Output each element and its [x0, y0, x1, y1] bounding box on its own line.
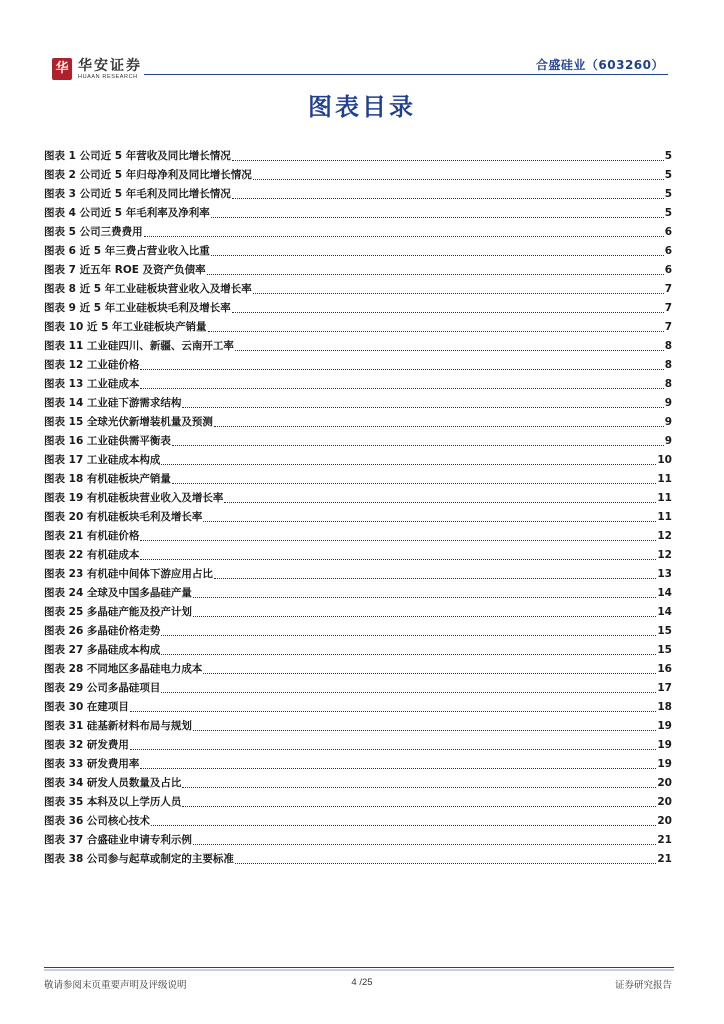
toc-entry-title[interactable]: 图表 16 工业硅供需平衡表 [44, 435, 171, 447]
toc-entry-title[interactable]: 图表 31 硅基新材料布局与规划 [44, 720, 192, 732]
toc-leader-dots [214, 578, 656, 579]
toc-entry[interactable] [44, 242, 672, 261]
toc-leader-dots [193, 844, 656, 845]
toc-leader-dots [182, 407, 663, 408]
toc-entry-page[interactable]: 19 [657, 720, 672, 732]
toc-entry[interactable] [44, 204, 672, 223]
toc-entry[interactable] [44, 603, 672, 622]
toc-entry-page[interactable]: 14 [657, 606, 672, 618]
toc-entry-title[interactable]: 图表 35 本科及以上学历人员 [44, 796, 182, 808]
toc-entry[interactable] [44, 394, 672, 413]
toc-leader-dots [130, 711, 656, 712]
toc-leader-dots [144, 236, 664, 237]
toc-entry-title[interactable]: 图表 17 工业硅成本构成 [44, 454, 161, 466]
toc-leader-dots [224, 502, 656, 503]
page-number: 4 /25 [351, 977, 373, 988]
toc-entry[interactable] [44, 584, 672, 603]
toc-entry-page[interactable]: 19 [657, 739, 672, 751]
toc-entry[interactable] [44, 261, 672, 280]
toc-entry-title[interactable]: 图表 22 有机硅成本 [44, 549, 140, 561]
toc-leader-dots [193, 597, 656, 598]
toc-entry[interactable] [44, 280, 672, 299]
page-title: 图表目录 [308, 93, 416, 121]
company-ticker: 合盛硅业（603260） [535, 58, 664, 72]
toc-entry-page[interactable]: 16 [657, 663, 672, 675]
toc-entry-page[interactable]: 5 [664, 207, 672, 219]
toc-entry-title[interactable]: 图表 1 公司近 5 年营收及同比增长情况 [44, 150, 231, 162]
toc-entry[interactable] [44, 755, 672, 774]
toc-leader-dots [232, 198, 664, 199]
toc-entry-title[interactable]: 图表 3 公司近 5 年毛利及同比增长情况 [44, 188, 231, 200]
toc-leader-dots [193, 616, 656, 617]
toc-entry-title[interactable]: 图表 20 有机硅板块毛利及增长率 [44, 511, 203, 523]
toc-entry-title[interactable]: 图表 5 公司三费费用 [44, 226, 143, 238]
toc-entry-page[interactable]: 10 [657, 454, 672, 466]
toc-entry[interactable] [44, 375, 672, 394]
toc-entry-page[interactable]: 15 [657, 625, 672, 637]
toc-entry-page[interactable]: 5 [664, 150, 672, 162]
toc-entry[interactable] [44, 622, 672, 641]
toc-entry-page[interactable]: 8 [664, 340, 672, 352]
toc-leader-dots [182, 787, 656, 788]
toc-leader-dots [235, 863, 656, 864]
toc-entry-title[interactable]: 图表 27 多晶硅成本构成 [44, 644, 161, 656]
toc-entry-title[interactable]: 图表 21 有机硅价格 [44, 530, 140, 542]
toc-entry-page[interactable]: 9 [664, 397, 672, 409]
toc-leader-dots [207, 274, 664, 275]
toc-entry-page[interactable]: 20 [657, 815, 672, 827]
toc-entry[interactable] [44, 432, 672, 451]
toc-leader-dots [172, 483, 656, 484]
toc-entry-page[interactable]: 5 [664, 188, 672, 200]
toc-entry-title[interactable]: 图表 12 工业硅价格 [44, 359, 140, 371]
toc-entry-page[interactable]: 9 [664, 416, 672, 428]
toc-entry[interactable] [44, 736, 672, 755]
toc-leader-dots [203, 521, 656, 522]
toc-leader-dots [208, 331, 664, 332]
toc-entry[interactable] [44, 546, 672, 565]
toc-leader-dots [140, 559, 656, 560]
brand-name-en: HUAAN RESEARCH [78, 74, 138, 80]
toc-entry-page[interactable]: 17 [657, 682, 672, 694]
toc-leader-dots [130, 749, 656, 750]
toc-entry[interactable] [44, 831, 672, 850]
toc-entry[interactable] [44, 318, 672, 337]
toc-entry[interactable] [44, 508, 672, 527]
toc-entry-title[interactable]: 图表 32 研发费用 [44, 739, 129, 751]
toc-entry-title[interactable]: 图表 6 近 5 年三费占营业收入比重 [44, 245, 210, 257]
toc-entry[interactable] [44, 337, 672, 356]
toc-entry[interactable] [44, 641, 672, 660]
toc-entry-title[interactable]: 图表 23 有机硅中间体下游应用占比 [44, 568, 213, 580]
toc-entry[interactable] [44, 565, 672, 584]
toc-leader-dots [211, 217, 664, 218]
toc-entry-title[interactable]: 图表 25 多晶硅产能及投产计划 [44, 606, 192, 618]
toc-entry-page[interactable]: 7 [664, 302, 672, 314]
toc-entry-page[interactable]: 5 [664, 169, 672, 181]
toc-entry-page[interactable]: 12 [657, 530, 672, 542]
toc-entry-title[interactable]: 图表 38 公司参与起草或制定的主要标准 [44, 853, 234, 865]
toc-entry-title[interactable]: 图表 34 研发人员数量及占比 [44, 777, 182, 789]
toc-entry[interactable] [44, 356, 672, 375]
toc-entry-page[interactable]: 7 [664, 321, 672, 333]
toc-entry-page[interactable]: 9 [664, 435, 672, 447]
toc-leader-dots [161, 692, 656, 693]
toc-entry-title[interactable]: 图表 13 工业硅成本 [44, 378, 140, 390]
toc-leader-dots [161, 635, 656, 636]
toc-leader-dots [214, 426, 664, 427]
toc-entry-title[interactable]: 图表 2 公司近 5 年归母净利及同比增长情况 [44, 169, 252, 181]
toc-entry-title[interactable]: 图表 7 近五年 ROE 及资产负债率 [44, 264, 206, 276]
toc-entry[interactable] [44, 223, 672, 242]
toc-entry[interactable] [44, 527, 672, 546]
toc-entry-title[interactable]: 图表 19 有机硅板块营业收入及增长率 [44, 492, 224, 504]
toc-entry-page[interactable]: 6 [664, 245, 672, 257]
toc-entry-title[interactable]: 图表 30 在建项目 [44, 701, 129, 713]
toc-entry-title[interactable]: 图表 29 公司多晶硅项目 [44, 682, 161, 694]
toc-entry[interactable] [44, 413, 672, 432]
toc-entry-title[interactable]: 图表 15 全球光伏新增装机量及预测 [44, 416, 213, 428]
toc-leader-dots [172, 445, 664, 446]
toc-leader-dots [151, 825, 656, 826]
toc-leader-dots [182, 806, 656, 807]
toc-entry-page[interactable]: 15 [657, 644, 672, 656]
toc-leader-dots [140, 388, 663, 389]
toc-entry[interactable] [44, 679, 672, 698]
toc-entry-title[interactable]: 图表 36 公司核心技术 [44, 815, 150, 827]
toc-entry-title[interactable]: 图表 11 工业硅四川、新疆、云南开工率 [44, 340, 234, 352]
toc-entry-page[interactable]: 19 [657, 758, 672, 770]
toc-entry[interactable] [44, 299, 672, 318]
toc-entry-page[interactable]: 12 [657, 549, 672, 561]
toc-leader-dots [140, 369, 663, 370]
table-of-figures [44, 147, 672, 869]
logo-wordmark [78, 58, 142, 81]
report-type: 证券研究报告 [614, 980, 672, 991]
toc-entry-page[interactable]: 7 [664, 283, 672, 295]
toc-entry-page[interactable]: 20 [657, 777, 672, 789]
toc-entry-title[interactable]: 图表 4 公司近 5 年毛利率及净利率 [44, 207, 210, 219]
toc-entry[interactable] [44, 717, 672, 736]
toc-leader-dots [140, 540, 656, 541]
toc-entry[interactable] [44, 774, 672, 793]
toc-entry[interactable] [44, 451, 672, 470]
toc-entry[interactable] [44, 812, 672, 831]
toc-entry-title[interactable]: 图表 37 合盛硅业申请专利示例 [44, 834, 192, 846]
toc-entry[interactable] [44, 850, 672, 869]
toc-entry-title[interactable]: 图表 9 近 5 年工业硅板块毛利及增长率 [44, 302, 231, 314]
brand-name-cn: 华安证券 [78, 58, 142, 74]
footer-divider-shadow [44, 969, 674, 971]
toc-entry-page[interactable]: 11 [657, 511, 672, 523]
toc-entry[interactable] [44, 470, 672, 489]
toc-entry-page[interactable]: 21 [657, 834, 672, 846]
toc-entry-title[interactable]: 图表 10 近 5 年工业硅板块产销量 [44, 321, 207, 333]
toc-entry[interactable] [44, 698, 672, 717]
footer-divider [44, 967, 674, 968]
toc-entry-title[interactable]: 图表 28 不同地区多晶硅电力成本 [44, 663, 203, 675]
toc-entry-page[interactable]: 8 [664, 359, 672, 371]
toc-entry-page[interactable]: 6 [664, 264, 672, 276]
toc-entry-title[interactable]: 图表 26 多晶硅价格走势 [44, 625, 161, 637]
toc-leader-dots [232, 160, 664, 161]
toc-leader-dots [235, 350, 664, 351]
toc-entry-title[interactable]: 图表 18 有机硅板块产销量 [44, 473, 171, 485]
toc-entry[interactable] [44, 166, 672, 185]
toc-entry-page[interactable]: 13 [657, 568, 672, 580]
toc-leader-dots [232, 312, 664, 313]
logo-seal: 华 [52, 58, 72, 80]
toc-entry-page[interactable]: 11 [657, 492, 672, 504]
toc-entry-title[interactable]: 图表 8 近 5 年工业硅板块营业收入及增长率 [44, 283, 252, 295]
toc-leader-dots [203, 673, 656, 674]
toc-entry-title[interactable]: 图表 14 工业硅下游需求结构 [44, 397, 182, 409]
toc-leader-dots [193, 730, 656, 731]
toc-entry[interactable] [44, 147, 672, 166]
toc-entry[interactable] [44, 660, 672, 679]
toc-entry-page[interactable]: 6 [664, 226, 672, 238]
toc-entry-title[interactable]: 图表 33 研发费用率 [44, 758, 140, 770]
toc-entry-page[interactable]: 8 [664, 378, 672, 390]
toc-entry-page[interactable]: 18 [657, 701, 672, 713]
toc-entry[interactable] [44, 793, 672, 812]
toc-entry[interactable] [44, 185, 672, 204]
toc-leader-dots [161, 654, 656, 655]
footer-disclaimer: 敬请参阅末页重要声明及评级说明 [44, 980, 187, 991]
page-header [0, 0, 724, 92]
toc-leader-dots [161, 464, 656, 465]
header-divider [144, 74, 668, 75]
toc-entry-page[interactable]: 20 [657, 796, 672, 808]
toc-entry-page[interactable]: 21 [657, 853, 672, 865]
toc-leader-dots [211, 255, 664, 256]
toc-leader-dots [140, 768, 656, 769]
toc-entry-page[interactable]: 11 [657, 473, 672, 485]
toc-entry[interactable] [44, 489, 672, 508]
toc-leader-dots [253, 179, 664, 180]
huaan-securities-logo [52, 58, 142, 81]
toc-entry-title[interactable]: 图表 24 全球及中国多晶硅产量 [44, 587, 192, 599]
toc-leader-dots [253, 293, 664, 294]
toc-entry-page[interactable]: 14 [657, 587, 672, 599]
